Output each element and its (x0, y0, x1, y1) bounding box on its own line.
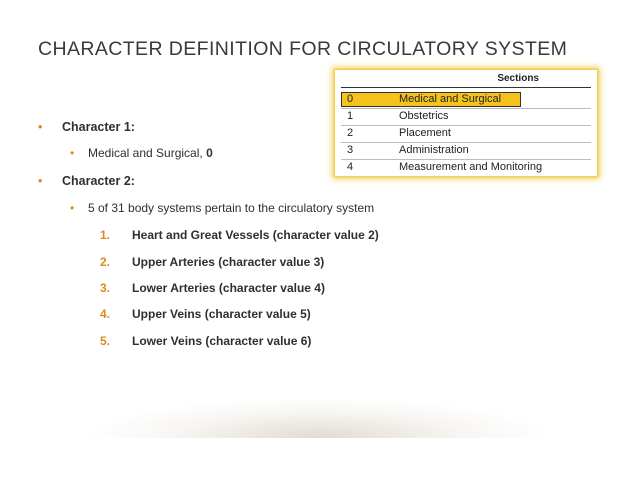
sub-bullet-character-1 (70, 146, 213, 160)
character-value: 0 (206, 146, 213, 160)
bullet-character-1 (38, 120, 135, 134)
sections-table-header: Sections (497, 73, 539, 84)
divider (341, 87, 591, 88)
bullet-icon: • (70, 146, 75, 160)
list-item (100, 307, 311, 321)
section-name: Administration (399, 144, 469, 156)
bullet-icon: • (70, 201, 75, 215)
section-code: 1 (347, 110, 354, 122)
list-item (100, 255, 324, 269)
sections-row (341, 143, 591, 158)
list-text: Lower Arteries (character value 4) (132, 281, 325, 295)
sub-bullet-text: 5 of 31 body systems pertain to the circulatory system (88, 201, 375, 215)
section-name: Medical and Surgical (399, 93, 502, 105)
list-number: 4. (100, 307, 111, 321)
section-name: Obstetrics (399, 110, 449, 122)
bullet-icon: • (38, 174, 43, 188)
list-text: Upper Arteries (character value 3) (132, 255, 325, 269)
sub-bullet-character-2 (70, 201, 374, 215)
section-code: 0 (347, 93, 354, 105)
sub-bullet-text: Medical and Surgical, (88, 146, 207, 160)
sections-row-highlighted (341, 92, 521, 107)
list-item (100, 281, 325, 295)
section-name: Measurement and Monitoring (399, 161, 543, 173)
bullet-icon: • (38, 120, 43, 134)
list-number: 5. (100, 334, 111, 348)
list-number: 1. (100, 228, 111, 242)
list-number: 3. (100, 281, 111, 295)
sections-row (341, 109, 591, 124)
section-code: 4 (347, 161, 354, 173)
list-text: Heart and Great Vessels (character value 2) (132, 228, 379, 242)
bullet-label: Character 2: (62, 174, 135, 188)
section-code: 2 (347, 127, 354, 139)
section-name: Placement (399, 127, 451, 139)
decorative-footer-shadow (90, 398, 548, 438)
list-text: Lower Veins (character value 6) (132, 334, 312, 348)
list-item (100, 228, 379, 242)
sections-row (341, 126, 591, 141)
bullet-label: Character 1: (62, 120, 135, 134)
sections-row (341, 160, 591, 175)
section-code: 3 (347, 144, 354, 156)
list-item (100, 334, 311, 348)
list-number: 2. (100, 255, 111, 269)
slide-title: CHARACTER DEFINITION FOR CIRCULATORY SYSTEM (38, 38, 568, 60)
sections-table-image (335, 70, 597, 176)
list-text: Upper Veins (character value 5) (132, 307, 311, 321)
bullet-character-2 (38, 174, 135, 188)
